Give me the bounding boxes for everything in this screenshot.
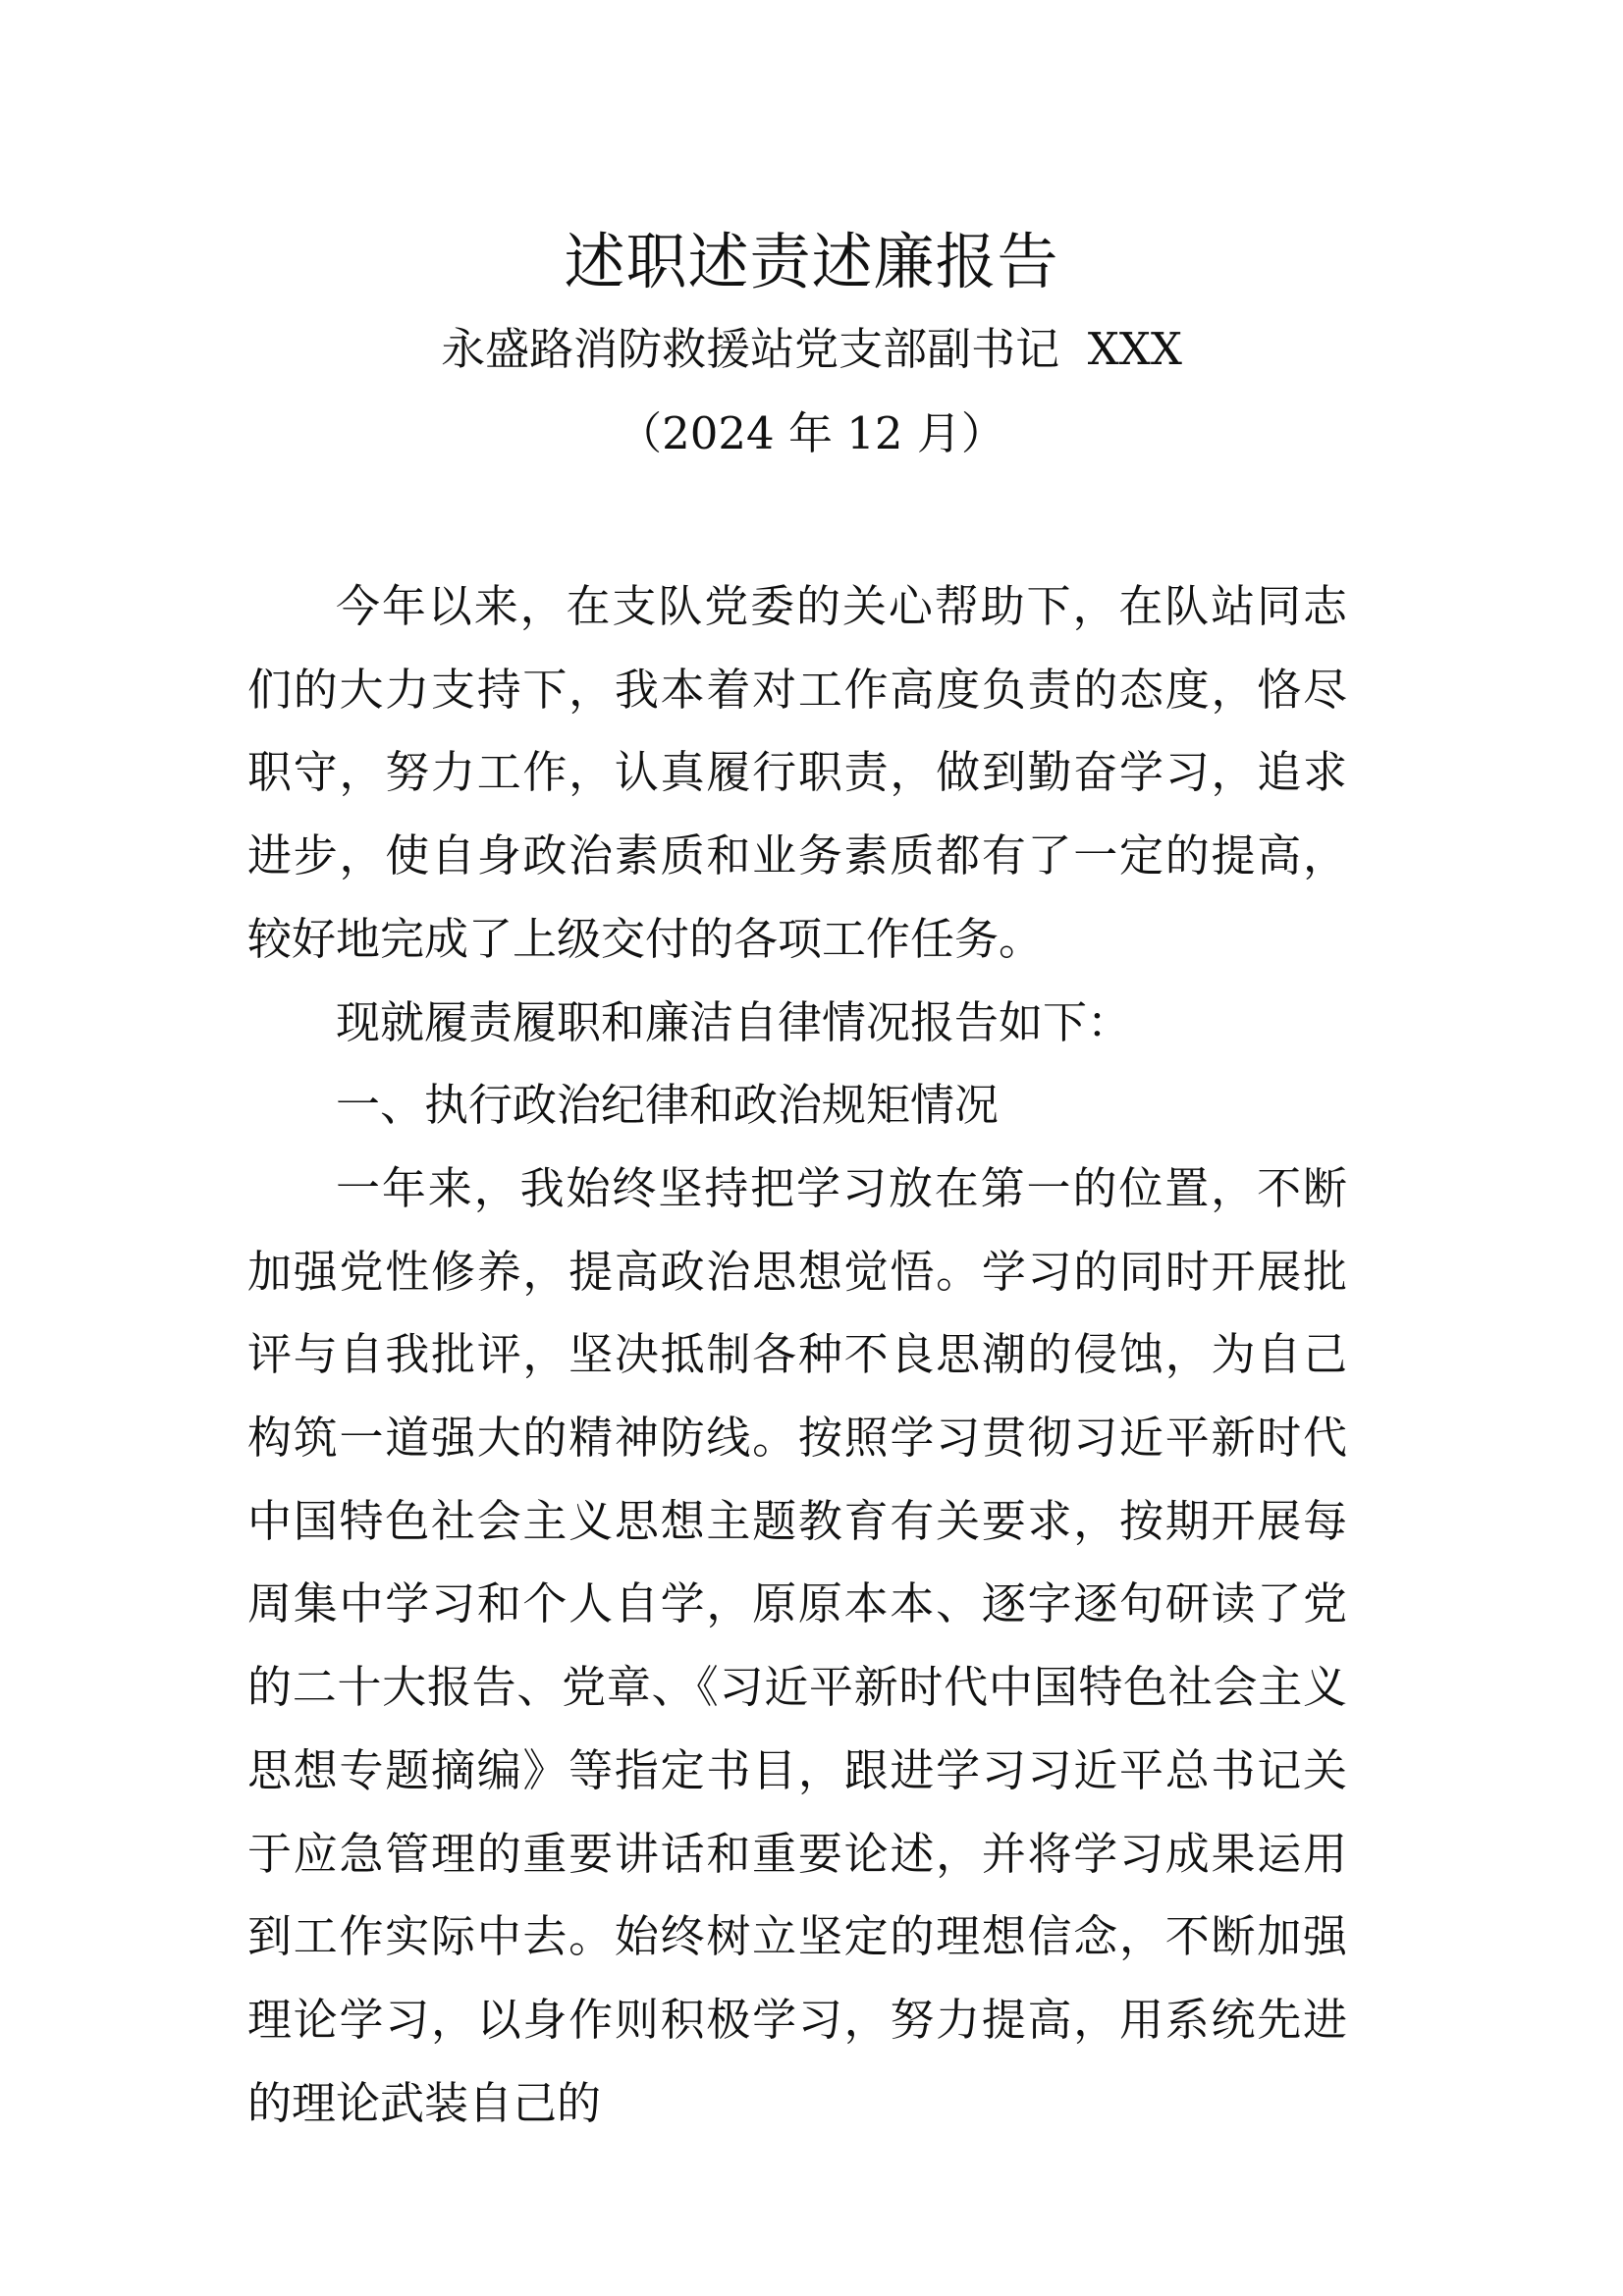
document-date: （2024 年 12 月）: [618, 407, 1005, 459]
paragraph-intro: 今年以来，在支队党委的关心帮助下，在队站同志们的大力支持下，我本着对工作高度负责的态度，恪尽职守，努力工作，认真履行职责，做到勤奋学习，追求进步，使自身政治素质和业务素质都有了一定的提高，较好地完成了上级交付的各项工作任务。: [247, 580, 1347, 965]
document-title: 述职述责述廉报告: [564, 226, 1059, 297]
section-heading-1: 一、执行政治纪律和政治规矩情况: [336, 1079, 1000, 1132]
document-subtitle: 永盛路消防救援站党支部副书记 XXX: [441, 323, 1182, 375]
paragraph-section-1: 一年来，我始终坚持把学习放在第一的位置，不断加强党性修养，提高政治思想觉悟。学习的同时开展批评与自我批评，坚决抵制各种不良思潮的侵蚀，为自己构筑一道强大的精神防线。按照学习贯彻习近平新时代中国特色社会主义思想主题教育有关要求，按期开展每周集中学习和个人自学，原原本本、逐字逐句研读了党的二十大报告、党章、《习近平新时代中国特色社会主义思想专题摘编》等指定书目，跟进学习习近平总书记关于应急管理的重要讲话和重要论述，并将学习成果运用到工作实际中去。始终树立坚定的理想信念，不断加强理论学习，以身作则积极学习，努力提高，用系统先进的理论武装自己的: [247, 1161, 1347, 2129]
paragraph-report-lead: 现就履责履职和廉洁自律情况报告如下：: [336, 995, 1132, 1048]
document-body: [247, 565, 1347, 2145]
